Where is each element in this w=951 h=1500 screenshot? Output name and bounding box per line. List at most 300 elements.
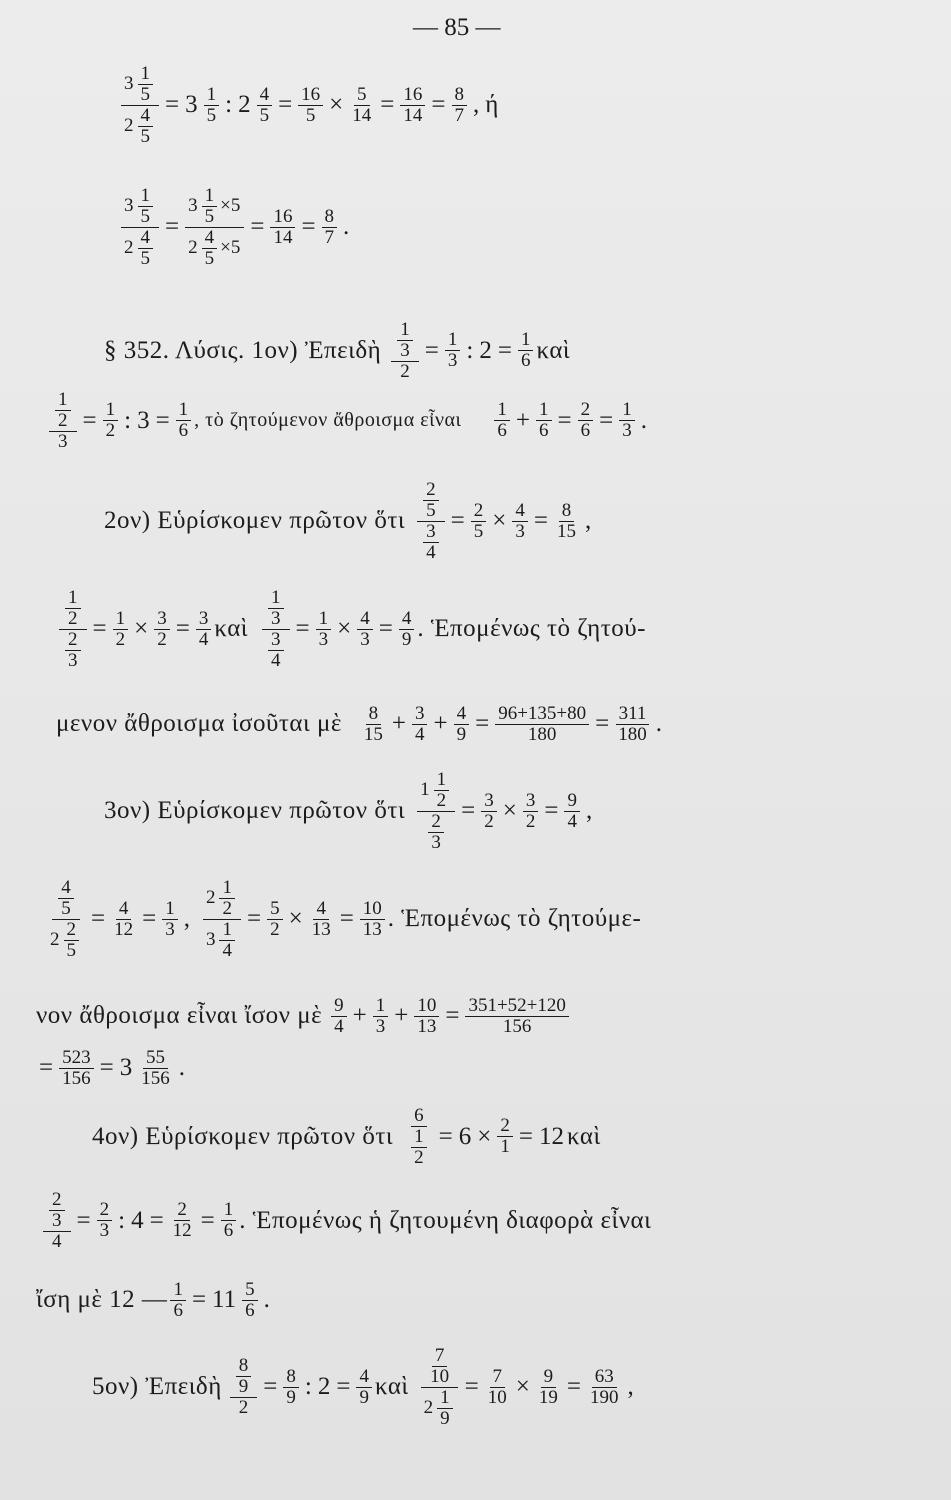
- math-term: 3: [188, 195, 198, 217]
- math-symbol: =: [518, 1122, 533, 1150]
- math-term: 1: [219, 920, 235, 941]
- fraction: [373, 996, 389, 1037]
- fraction: [391, 320, 419, 382]
- math-term: 4: [257, 85, 273, 106]
- fraction: [58, 878, 74, 919]
- math-term: 5: [140, 205, 150, 227]
- math-symbol: =: [76, 1206, 91, 1234]
- math-term: 351+52+120: [465, 996, 568, 1017]
- math-term: 8: [322, 207, 338, 228]
- math-term: 2: [423, 1397, 434, 1419]
- math-term: [124, 106, 156, 147]
- math-term: 6: [411, 1106, 427, 1127]
- fraction: [411, 1127, 427, 1168]
- fraction: [399, 609, 415, 650]
- math-term: 4: [414, 723, 425, 745]
- math-symbol: =: [544, 797, 559, 825]
- section-352-label: § 352. Λύσις. 1ον) Ἐπειδὴ: [104, 336, 382, 364]
- fraction: [578, 400, 594, 441]
- math-symbol: +: [433, 710, 448, 738]
- math-symbol: =: [142, 905, 157, 933]
- math-term: 12: [114, 918, 134, 940]
- page-number: — 85 —: [413, 14, 501, 41]
- body-text: καὶ: [566, 1122, 601, 1150]
- math-term: 3: [447, 350, 458, 372]
- math-term: 2: [105, 420, 116, 442]
- math-term: 9: [359, 1386, 369, 1408]
- body-text: 4ον) Εὑρίσκομεν πρῶτον ὅτι: [92, 1122, 394, 1150]
- math-term: 2: [50, 929, 60, 951]
- math-term: [262, 630, 290, 671]
- body-text: 5ον) Ἐπειδὴ: [92, 1373, 222, 1401]
- math-symbol: 3: [185, 91, 198, 119]
- fraction: [257, 85, 273, 126]
- math-term: 8: [236, 1356, 252, 1377]
- math-term: 16: [270, 207, 295, 228]
- fraction: [43, 1190, 71, 1252]
- math-term: 10: [414, 996, 439, 1017]
- math-symbol: =: [431, 91, 446, 119]
- math-term: 2: [174, 1200, 190, 1221]
- fraction: [103, 400, 119, 441]
- math-term: 6: [173, 1299, 183, 1321]
- math-term: 3: [360, 628, 370, 650]
- math-term: [422, 812, 450, 853]
- fraction: [65, 630, 81, 671]
- fraction: [331, 996, 347, 1037]
- fraction: [423, 522, 439, 563]
- math-symbol: =: [99, 1054, 114, 1082]
- math-term: 55: [143, 1048, 168, 1069]
- math-symbol: =: [149, 1206, 164, 1234]
- math-term: 4: [567, 810, 577, 832]
- math-term: 1: [138, 186, 154, 207]
- math-symbol: :: [225, 91, 233, 119]
- fraction: [242, 1280, 258, 1321]
- math-term: 2: [414, 1146, 424, 1168]
- math-term: [230, 1356, 258, 1398]
- math-term: 1: [445, 330, 461, 351]
- math-term: [391, 320, 419, 362]
- math-symbol: +: [352, 1002, 367, 1030]
- math-symbol: .: [655, 710, 662, 738]
- math-term: 2: [484, 810, 494, 832]
- math-term: 2: [188, 237, 198, 259]
- math-term: [417, 480, 445, 522]
- math-symbol: =: [378, 615, 393, 643]
- fraction: [170, 1200, 195, 1241]
- body-text: μενον ἄθροισμα ἰσοῦται μὲ: [56, 710, 342, 738]
- fraction: [59, 1048, 94, 1089]
- math-term: [124, 64, 156, 105]
- math-symbol: .: [640, 406, 647, 434]
- math-symbol: +: [391, 710, 406, 738]
- math-term: 2: [471, 501, 487, 522]
- math-symbol: =: [175, 615, 190, 643]
- math-term: [203, 920, 241, 961]
- math-symbol: =: [91, 905, 106, 933]
- math-term: 4: [399, 609, 415, 630]
- fraction: [204, 85, 220, 126]
- math-term: 63: [592, 1367, 617, 1388]
- fraction: [154, 609, 170, 650]
- math-term: 10: [360, 899, 385, 920]
- math-term: 4: [356, 1367, 372, 1388]
- fraction: [270, 207, 295, 248]
- math-term: 1: [268, 588, 284, 609]
- body-text: . Ἑπομένως τὸ ζητού-: [417, 615, 646, 643]
- math-term: 5: [426, 499, 436, 521]
- eq-line-sum-1: [46, 390, 650, 452]
- fraction: [49, 390, 77, 452]
- math-term: 2: [205, 887, 216, 909]
- math-term: 1: [397, 320, 413, 341]
- math-term: 2: [238, 1397, 249, 1419]
- fraction: [485, 1367, 510, 1408]
- math-symbol: 3: [137, 406, 150, 434]
- math-term: [121, 186, 159, 228]
- math-term: 4: [512, 501, 528, 522]
- fraction: [202, 228, 218, 269]
- fraction: [65, 588, 81, 629]
- fraction: [434, 770, 450, 811]
- math-term: 3: [431, 831, 441, 853]
- math-term: 6: [223, 1220, 234, 1242]
- math-term: [421, 1346, 458, 1388]
- math-term: 2: [68, 607, 78, 629]
- math-symbol: ×: [288, 905, 303, 933]
- math-term: 4: [357, 609, 373, 630]
- math-term: [43, 1190, 71, 1232]
- sum-line-3: [36, 996, 572, 1037]
- fraction: [64, 920, 80, 961]
- math-symbol: =: [497, 336, 512, 364]
- math-term: 1: [202, 186, 218, 207]
- math-term: 2: [49, 1190, 65, 1211]
- math-symbol: ,: [585, 797, 593, 825]
- fraction: [185, 186, 244, 269]
- math-term: 2: [578, 400, 594, 421]
- math-term: [185, 228, 244, 269]
- math-term: 1: [221, 1200, 237, 1221]
- fraction: [523, 791, 539, 832]
- math-term: 2: [64, 920, 80, 941]
- math-term: 1: [316, 609, 332, 630]
- math-term: 10: [430, 1365, 450, 1387]
- fraction: [47, 878, 85, 961]
- body-text: , τὸ ζητούμενον ἄθροισμα εἶναι: [194, 409, 462, 432]
- math-symbol: =: [533, 507, 548, 535]
- eq-line-part-2b: [56, 588, 646, 671]
- math-term: [203, 878, 241, 920]
- fraction: [196, 609, 212, 650]
- math-term: 4: [202, 228, 218, 249]
- math-term: [188, 186, 241, 227]
- fraction: [138, 228, 154, 269]
- math-symbol: ή: [485, 91, 499, 119]
- math-term: 1: [219, 878, 235, 899]
- math-symbol: ,: [183, 905, 190, 933]
- math-term: 7: [324, 226, 335, 248]
- math-term: 3: [375, 1015, 386, 1037]
- eq-line-1: [118, 64, 502, 147]
- fraction: [357, 609, 373, 650]
- math-term: 1: [138, 64, 154, 85]
- math-term: [59, 630, 87, 671]
- math-symbol: =: [246, 905, 262, 933]
- math-symbol: ×: [502, 797, 517, 825]
- math-term: 1: [204, 85, 220, 106]
- math-term: 1: [176, 400, 192, 421]
- math-symbol: =: [92, 615, 107, 643]
- fraction: [121, 186, 159, 269]
- math-term: 3: [154, 609, 170, 630]
- math-term: 9: [331, 996, 347, 1017]
- math-term: 6: [178, 420, 189, 442]
- fraction: [445, 330, 461, 371]
- fraction: [481, 791, 497, 832]
- math-term: 9: [541, 1367, 557, 1388]
- math-term: 13: [311, 918, 331, 940]
- math-term: 2: [497, 1116, 513, 1137]
- math-term: 3: [400, 339, 410, 361]
- math-symbol: =: [339, 905, 354, 933]
- math-term: 5: [206, 104, 217, 126]
- math-symbol: =: [301, 213, 316, 241]
- math-term: 2: [124, 237, 134, 259]
- math-term: 190: [589, 1386, 619, 1408]
- fraction: [322, 207, 338, 248]
- math-term: 2: [525, 810, 536, 832]
- fraction: [497, 1116, 513, 1157]
- math-term: 1: [113, 609, 129, 630]
- math-symbol: :: [124, 406, 132, 434]
- math-term: 180: [618, 723, 647, 745]
- math-symbol: =: [336, 1373, 351, 1401]
- fraction: [316, 609, 332, 650]
- math-term: 4: [198, 628, 209, 650]
- fraction: [170, 1280, 186, 1321]
- fraction: [236, 1356, 252, 1397]
- math-term: [206, 878, 238, 919]
- math-symbol: =: [295, 615, 310, 643]
- math-symbol: ×: [492, 507, 507, 535]
- math-term: 5: [140, 125, 150, 147]
- math-term: 2: [97, 1200, 113, 1221]
- math-term: 5: [66, 939, 76, 961]
- fraction: [405, 1106, 433, 1168]
- math-term: 1: [536, 400, 552, 421]
- math-term: 4: [52, 1230, 62, 1252]
- fraction: [437, 1388, 453, 1429]
- math-term: 2: [423, 480, 439, 501]
- math-symbol: :: [118, 1206, 126, 1234]
- math-term: 3: [271, 607, 281, 629]
- math-symbol: 2: [479, 336, 492, 364]
- math-term: 6: [580, 420, 591, 442]
- math-term: 15: [363, 723, 383, 745]
- math-symbol: ,: [627, 1373, 634, 1401]
- fraction: [267, 899, 283, 940]
- eq-line-part-4b: [40, 1190, 651, 1252]
- math-term: 2: [65, 630, 81, 651]
- math-term: 1: [411, 1127, 427, 1148]
- fraction: [421, 1346, 459, 1429]
- math-term: 5: [267, 899, 283, 920]
- math-term: 13: [417, 1015, 437, 1037]
- math-term: 523: [59, 1048, 94, 1069]
- fraction: [219, 920, 235, 961]
- math-term: 3: [68, 649, 78, 671]
- fraction: [268, 630, 284, 671]
- math-term: 3: [515, 520, 525, 542]
- math-symbol: =: [200, 1206, 215, 1234]
- math-term: 9: [238, 1376, 249, 1398]
- fraction: [221, 1200, 237, 1241]
- body-text: . Ἑπομένως τὸ ζητούμε-: [387, 905, 642, 933]
- fraction: [138, 64, 154, 105]
- math-symbol: =: [566, 1373, 581, 1401]
- fraction: [423, 480, 439, 521]
- math-term: 1: [494, 400, 510, 421]
- math-term: 4: [313, 899, 329, 920]
- math-term: 6: [497, 420, 507, 442]
- fraction: [262, 588, 290, 671]
- math-term: 5: [305, 104, 316, 126]
- math-symbol: =: [464, 1373, 479, 1401]
- math-term: [417, 522, 445, 563]
- math-symbol: 3: [119, 1054, 133, 1082]
- math-term: [121, 228, 159, 269]
- fraction: [356, 1367, 372, 1408]
- fraction: [219, 878, 235, 919]
- body-text: καὶ: [536, 336, 571, 364]
- fraction: [454, 704, 470, 745]
- math-term: 5: [140, 247, 150, 269]
- math-term: 15: [556, 520, 576, 542]
- fraction: [113, 609, 129, 650]
- math-term: 3: [99, 1220, 110, 1242]
- math-term: [59, 588, 87, 630]
- body-text: . Ἑπομένως ἡ ζητουμένη διαφορὰ εἶναι: [239, 1206, 652, 1234]
- math-term: 7: [454, 104, 464, 126]
- math-symbol: ×: [337, 615, 352, 643]
- math-term: 9: [440, 1407, 450, 1429]
- math-term: 4: [426, 541, 436, 563]
- math-term: 2: [428, 812, 444, 833]
- fraction: [495, 704, 589, 745]
- math-term: 3: [412, 704, 428, 725]
- math-term: 14: [352, 104, 372, 126]
- body-text: 3ον) Εὑρίσκομεν πρῶτον ὅτι: [104, 797, 406, 825]
- math-term: 5: [473, 520, 484, 542]
- fraction: [203, 878, 241, 961]
- math-term: 1: [437, 1388, 453, 1409]
- math-term: 3: [196, 609, 212, 630]
- math-term: 19: [538, 1386, 558, 1408]
- math-term: 3: [124, 73, 134, 95]
- math-term: 2: [115, 628, 126, 650]
- math-term: 2: [222, 897, 232, 919]
- math-term: 2: [270, 918, 280, 940]
- fraction: [427, 1346, 452, 1387]
- math-term: 3: [423, 522, 439, 543]
- fraction: [49, 1190, 65, 1231]
- math-term: 4: [116, 899, 132, 920]
- math-term: 5: [242, 1280, 258, 1301]
- math-term: 5: [140, 83, 150, 105]
- math-symbol: .: [263, 1286, 270, 1314]
- math-term: [121, 106, 159, 147]
- fraction: [400, 85, 425, 126]
- math-term: 3: [481, 791, 497, 812]
- math-term: 14: [273, 226, 293, 248]
- result-line-4: [36, 1280, 273, 1321]
- body-text: ἴση μὲ 12 —: [36, 1286, 168, 1314]
- math-symbol: :: [466, 336, 474, 364]
- math-term: 2: [124, 115, 134, 137]
- math-term: 16: [400, 85, 425, 106]
- fraction: [298, 85, 323, 126]
- math-term: [124, 186, 156, 227]
- math-term: 3: [318, 628, 329, 650]
- math-term: 1: [500, 1136, 510, 1158]
- fraction: [230, 1356, 258, 1418]
- result-line-3: [36, 1048, 188, 1089]
- math-term: 4: [58, 878, 74, 899]
- math-term: 7: [490, 1367, 506, 1388]
- fraction: [283, 1367, 299, 1408]
- fraction: [309, 899, 334, 940]
- math-term: [50, 920, 82, 961]
- fraction: [111, 899, 136, 940]
- math-term: 12: [172, 1220, 192, 1242]
- fraction: [452, 85, 468, 126]
- math-term: [47, 920, 85, 961]
- eq-line-2: [118, 186, 352, 269]
- math-term: 3: [622, 420, 632, 442]
- math-term: 1: [170, 1280, 186, 1301]
- math-term: 3: [268, 630, 284, 651]
- math-term: [121, 64, 159, 106]
- fraction: [59, 588, 87, 671]
- fraction: [121, 64, 159, 147]
- fraction: [417, 770, 455, 853]
- math-term: 4: [454, 704, 470, 725]
- fraction: [615, 704, 650, 745]
- math-symbol: +: [394, 1002, 409, 1030]
- math-term: 9: [401, 628, 412, 650]
- math-symbol: =: [599, 406, 614, 434]
- math-term: 4: [138, 228, 154, 249]
- math-term: 1: [373, 996, 389, 1017]
- fraction: [361, 704, 386, 745]
- math-symbol: =: [278, 91, 293, 119]
- math-term: 1: [103, 400, 119, 421]
- math-term: 6: [539, 420, 549, 442]
- fraction: [412, 704, 428, 745]
- fraction: [471, 501, 487, 542]
- math-term: [124, 228, 156, 269]
- math-term: 5: [354, 85, 370, 106]
- math-term: 6: [245, 1299, 255, 1321]
- math-term: 156: [502, 1015, 532, 1037]
- math-symbol: =: [165, 91, 180, 119]
- math-term: 3: [205, 929, 216, 951]
- part-4-line: [92, 1106, 601, 1168]
- math-term: 311: [616, 704, 650, 725]
- math-term: 9: [564, 791, 580, 812]
